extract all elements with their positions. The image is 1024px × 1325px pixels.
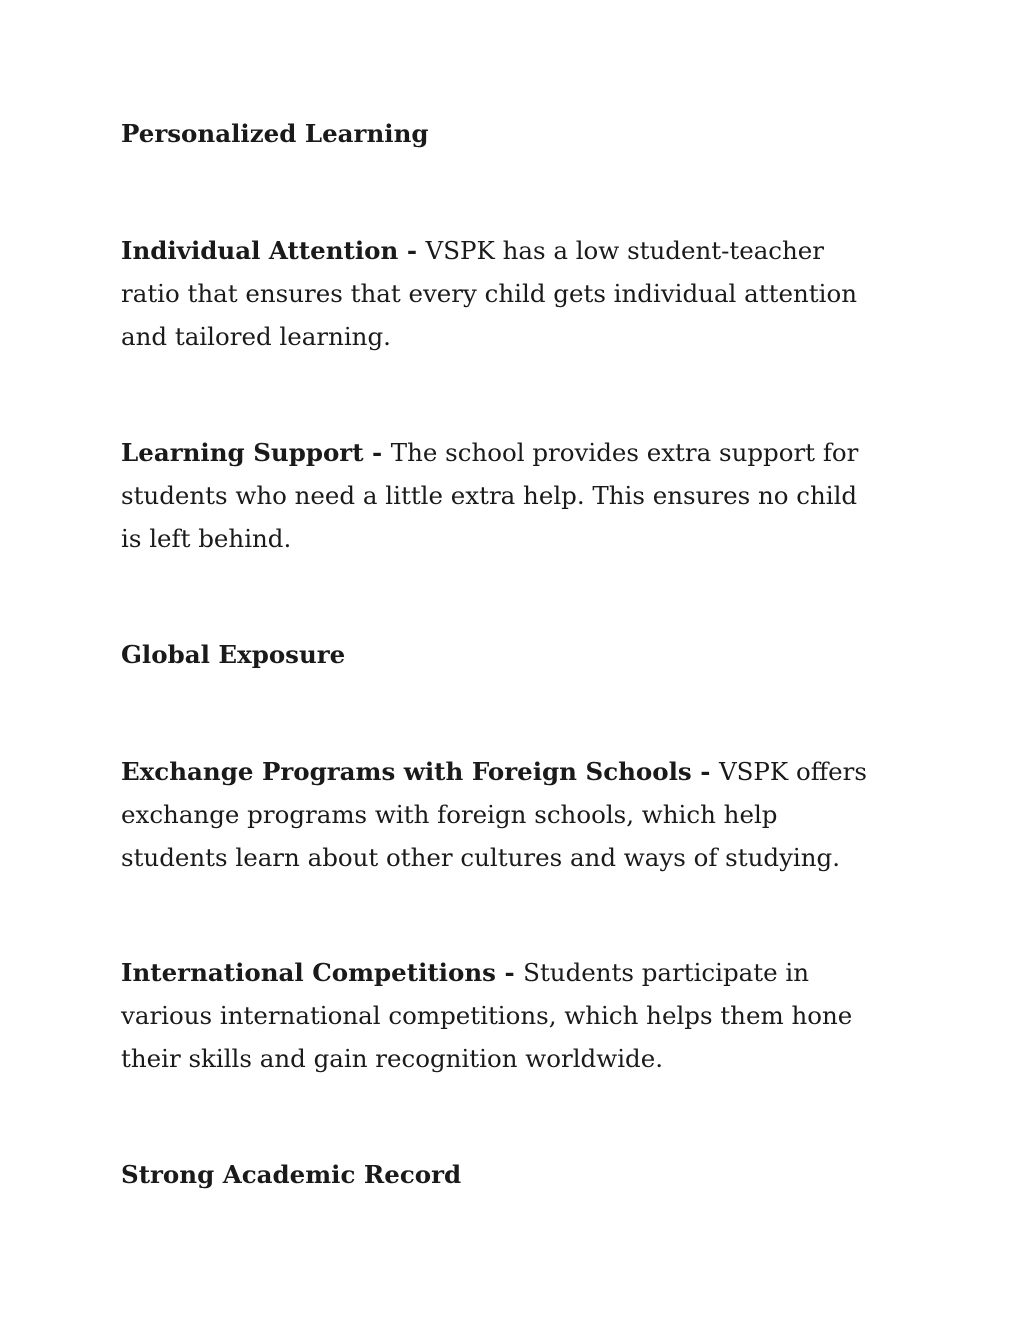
section-heading-global-exposure: Global Exposure bbox=[121, 640, 346, 669]
paragraph-title: International Competitions - bbox=[121, 958, 524, 987]
paragraph-learning-support bbox=[121, 431, 881, 560]
paragraph-text: The school provides extra support for students who need a little extra help. This ensures no child is left behind. bbox=[121, 438, 859, 553]
paragraph-text: VSPK offers exchange programs with foreign schools, which help students learn about other cultures and ways of studying. bbox=[121, 757, 867, 872]
paragraph-text: VSPK has a low student-teacher ratio that ensures that every child gets individual attention and tailored learning. bbox=[121, 236, 857, 351]
paragraph-exchange-programs bbox=[121, 750, 881, 879]
section-heading-strong-academic-record: Strong Academic Record bbox=[121, 1160, 462, 1189]
paragraph-title: Individual Attention - bbox=[121, 236, 426, 265]
paragraph-title: Learning Support - bbox=[121, 438, 391, 467]
paragraph-individual-attention bbox=[121, 229, 881, 358]
paragraph-international-competitions bbox=[121, 951, 881, 1080]
section-heading-personalized-learning: Personalized Learning bbox=[121, 119, 429, 148]
paragraph-text: Students participate in various international competitions, which helps them hone their skills and gain recognition worldwide. bbox=[121, 958, 853, 1073]
paragraph-title: Exchange Programs with Foreign Schools - bbox=[121, 757, 719, 786]
